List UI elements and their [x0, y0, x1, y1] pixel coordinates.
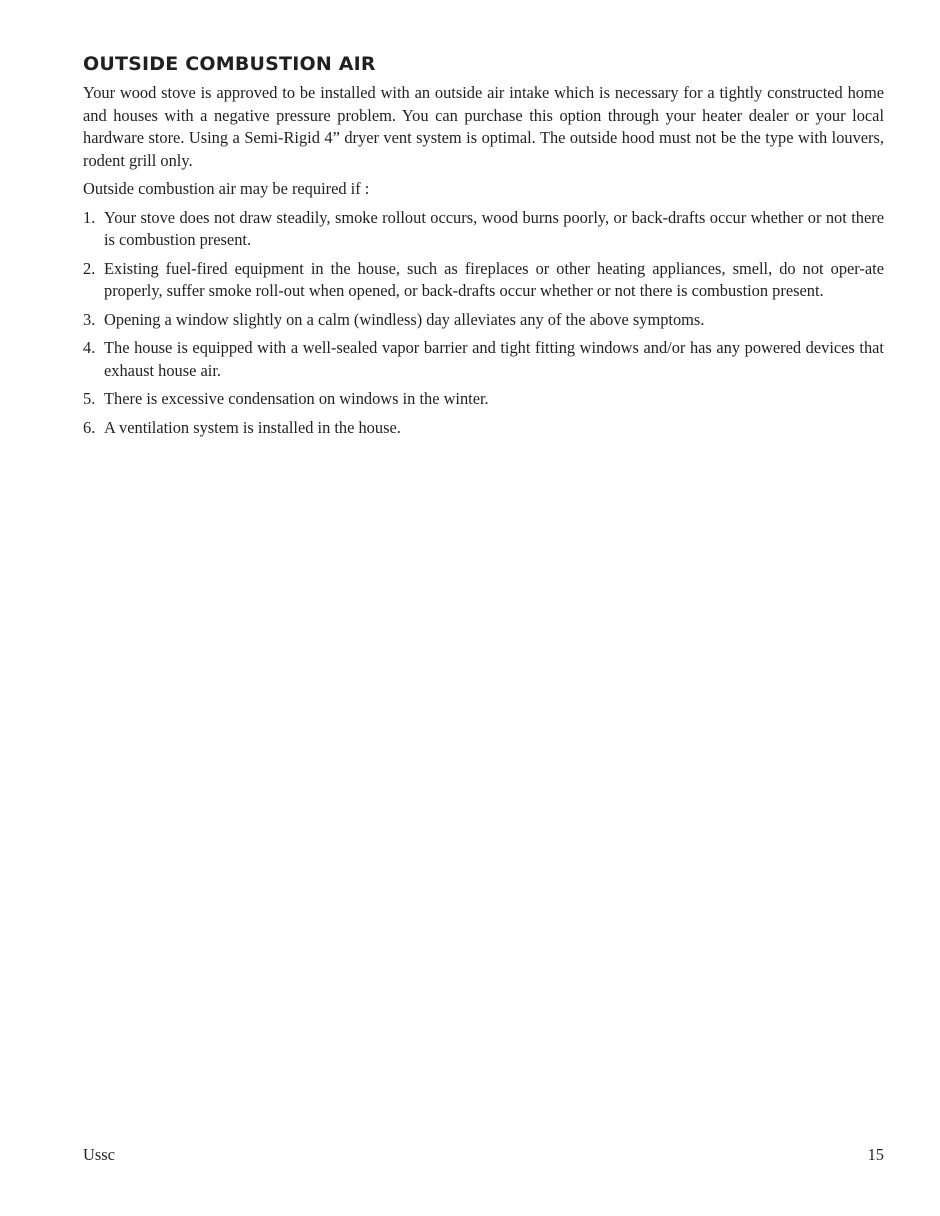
list-item	[83, 309, 884, 332]
lead-paragraph: Outside combustion air may be required if :	[83, 179, 370, 198]
intro-paragraph: Your wood stove is approved to be installed with an outside air intake which is necessary for a tightly constructed home and houses with a negative pressure problem. You can purchase this option through your heater dealer or your local hardware store. Using a Semi-Rigid 4” dryer vent system is optimal. The outside hood must not be the type with louvers, rodent grill only.	[83, 83, 884, 170]
list-item	[83, 337, 884, 382]
list-item-text: Opening a window slightly on a calm (windless) day alleviates any of the above symptoms.	[104, 309, 705, 329]
page-content	[83, 52, 884, 445]
list-item-text: A ventilation system is installed in the house.	[104, 417, 401, 437]
list-item-number: 3.	[83, 309, 96, 329]
list-item-number: 2.	[83, 258, 96, 278]
list-item-text: Existing fuel-fired equipment in the house, such as fireplaces or other heating appliances, smell, do not oper-ate properly, suffer smoke roll-out when opened, or back-drafts occur whether or not there is combustion present.	[104, 258, 884, 300]
list-item	[83, 207, 884, 252]
footer-brand: Ussc	[83, 1145, 115, 1164]
list-item-number: 4.	[83, 338, 96, 357]
section-title: OUTSIDE COMBUSTION AIR	[83, 53, 376, 75]
list-item-number: 6.	[83, 417, 96, 437]
list-item-number: 5.	[83, 389, 96, 408]
list-item	[83, 258, 884, 303]
list-item-text: There is excessive condensation on windows in the winter.	[104, 389, 489, 408]
page-number: 15	[867, 1145, 884, 1164]
list-item-text: The house is equipped with a well-sealed vapor barrier and tight fitting windows and/or has any powered devices that exhaust house air.	[104, 338, 884, 380]
list-item	[83, 417, 884, 440]
list-item-number: 1.	[83, 207, 96, 227]
list-item-text: Your stove does not draw steadily, smoke rollout occurs, wood burns poorly, or back-drafts occur whether or not there is combustion present.	[104, 207, 884, 249]
requirements-list	[83, 207, 884, 440]
list-item	[83, 388, 884, 411]
